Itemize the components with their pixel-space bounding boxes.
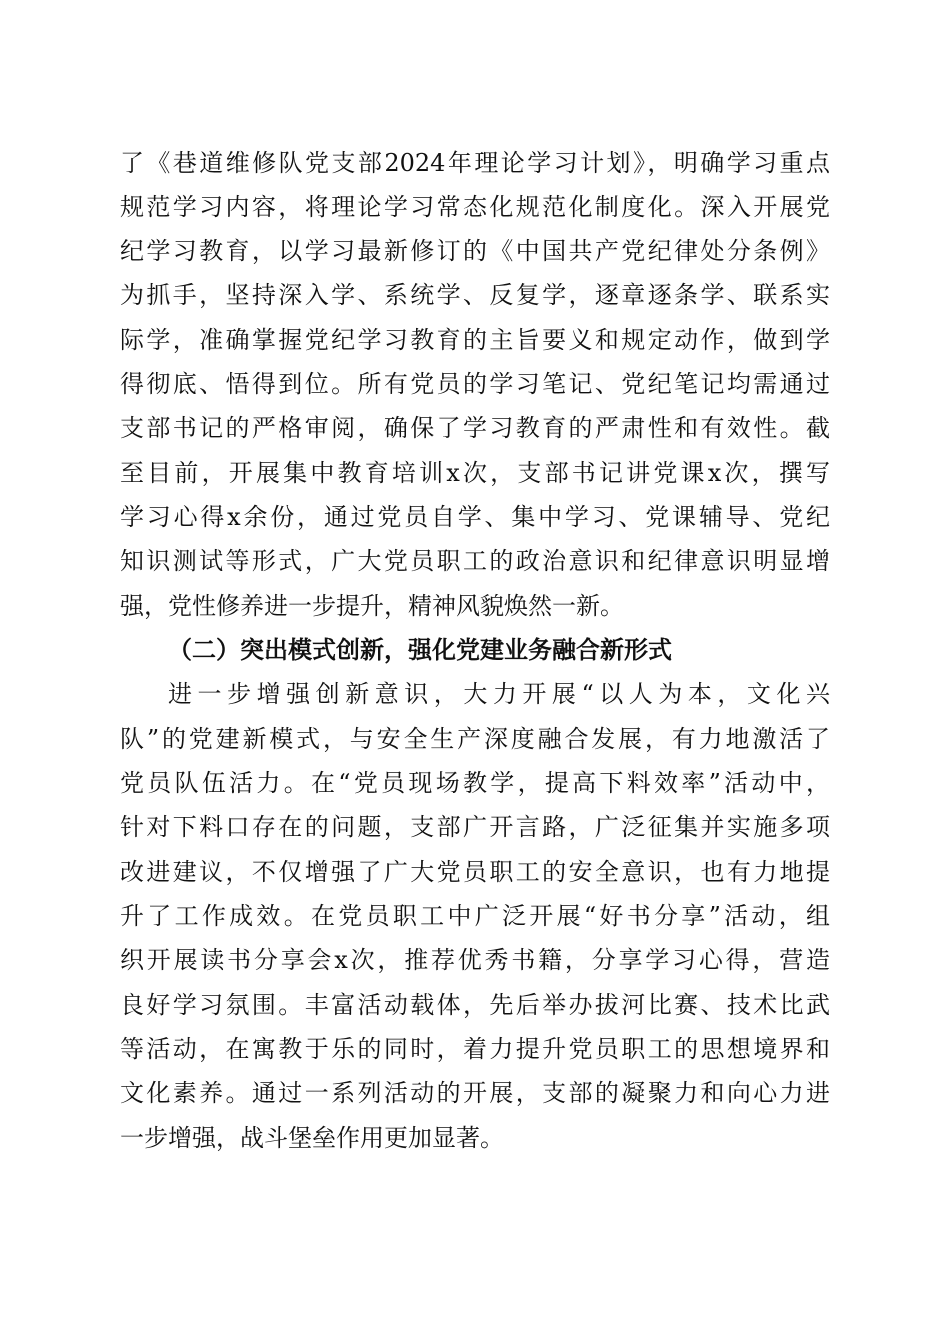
paragraph2-line-7: 织开展读书分享会x次，推荐优秀书籍，分享学习心得，营造 — [120, 946, 830, 974]
paragraph1-line-10: 知识测试等形式，广大党员职工的政治意识和纪律意识明显增 — [120, 547, 830, 575]
section-heading: （二）突出模式创新，强化党建业务融合新形式 — [168, 635, 672, 664]
paragraph2-line-10: 文化素养。通过一系列活动的开展，支部的凝聚力和向心力进 — [120, 1079, 830, 1107]
paragraph2-line-6: 升了工作成效。在党员职工中广泛开展“好书分享”活动，组 — [120, 902, 830, 930]
paragraph2-line-5: 改进建议，不仅增强了广大党员职工的安全意识，也有力地提 — [120, 858, 830, 886]
paragraph1-line-11: 强，党性修养进一步提升，精神风貌焕然一新。 — [120, 592, 624, 620]
paragraph1-line-5: 际学，准确掌握党纪学习教育的主旨要义和规定动作，做到学 — [120, 326, 830, 354]
paragraph1-line-9: 学习心得x余份，通过党员自学、集中学习、党课辅导、党纪 — [120, 503, 830, 531]
paragraph1-line-6: 得彻底、悟得到位。所有党员的学习笔记、党纪笔记均需通过 — [120, 370, 830, 398]
paragraph1-line-8: 至目前，开展集中教育培训x次，支部书记讲党课x次，撰写 — [120, 459, 830, 487]
paragraph1-line-1: 了《巷道维修队党支部2024年理论学习计划》，明确学习重点 — [120, 149, 830, 177]
paragraph1-line-3: 纪学习教育，以学习最新修订的《中国共产党纪律处分条例》 — [120, 237, 830, 265]
paragraph2-line-8: 良好学习氛围。丰富活动载体，先后举办拔河比赛、技术比武 — [120, 991, 830, 1019]
paragraph1-line-7: 支部书记的严格审阅，确保了学习教育的严肃性和有效性。截 — [120, 414, 830, 442]
paragraph2-line-2: 队”的党建新模式，与安全生产深度融合发展，有力地激活了 — [120, 725, 830, 753]
paragraph2-line-9: 等活动，在寓教于乐的同时，着力提升党员职工的思想境界和 — [120, 1035, 830, 1063]
paragraph1-line-4: 为抓手，坚持深入学、系统学、反复学，逐章逐条学、联系实 — [120, 281, 830, 309]
paragraph2-line-11: 一步增强，战斗堡垒作用更加显著。 — [120, 1124, 504, 1152]
paragraph2-line-4: 针对下料口存在的问题，支部广开言路，广泛征集并实施多项 — [120, 813, 830, 841]
paragraph1-line-2: 规范学习内容，将理论学习常态化规范化制度化。深入开展党 — [120, 193, 830, 221]
paragraph2-line-1: 进一步增强创新意识，大力开展“以人为本，文化兴 — [168, 680, 830, 708]
paragraph2-line-3: 党员队伍活力。在“党员现场教学，提高下料效率”活动中， — [120, 769, 830, 797]
